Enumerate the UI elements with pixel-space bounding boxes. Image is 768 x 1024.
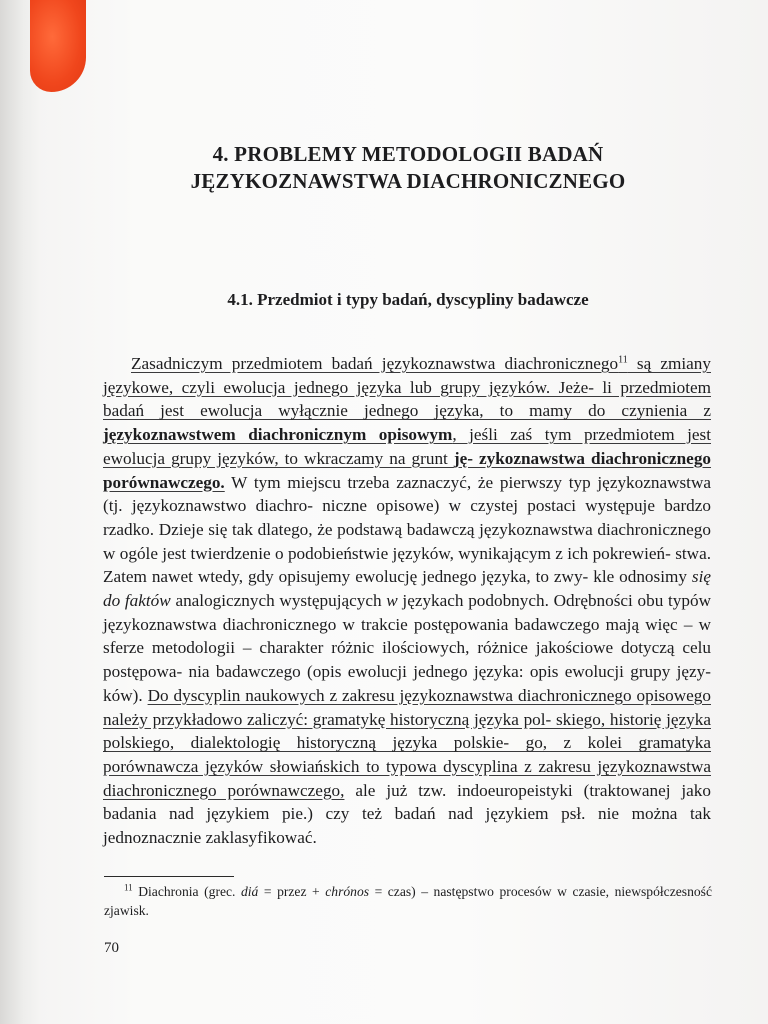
text-run: analogicznych występujących [170, 591, 387, 611]
footnote-divider [104, 876, 234, 877]
page-number: 70 [104, 940, 119, 956]
paragraph [103, 352, 711, 850]
text-run: W tym miejscu trzeba zaznaczyć, że pierwszy typ językoznawstwa (tj. językoznawstwo diachro- niczne opisowe) w czystej postaci występuje bardzo rzadko. Dzieje się tak dlatego, że podstawą badawczą językoznawstwa diachronicznego w ogóle jest twierdzenie o podobieństwie języków, wynikającym z ich pokrewień- stwa. Zatem nawet wtedy, gdy opisujemy ewolucję jednego języka, to zwy- kle odnosimy [103, 472, 711, 587]
text-run: Zasadniczym przedmiotem badań językoznawstwa diachronicznego [131, 354, 619, 373]
underlined-opening-text [103, 354, 711, 492]
footnote-marker: 11 [124, 882, 133, 893]
page-gutter-shadow [0, 0, 40, 1024]
underlined-disciplines-text: Do dyscyplin naukowych z zakresu językoznawstwa diachronicznego opisowego należy przykładowo zaliczyć: gramatykę historyczną języka pol- skiego, historię języka polskiego, dialektologię historyczną języka polskie- go, z kolei gramatyka porównawcza języków słowiańskich to typowa dyscyplina z zakresu językoznawstwa diachronicznego porównawczego, [103, 685, 711, 800]
text-run: Diachronia (grec. [132, 884, 241, 899]
text-run: , jeśli zaś tym przedmiotem jest ewolucja grupy języków, to wkraczamy na grunt [103, 425, 711, 468]
chapter-title-line-2: JĘZYKOZNAWSTWA DIACHRONICZNEGO [190, 169, 626, 193]
italic-text: diá [240, 884, 259, 899]
footnote [104, 882, 712, 920]
text-run: = czas) – następstwo procesów w czasie, niewspółczesność zjawisk. [104, 884, 712, 918]
footnote-reference: 11 [618, 354, 628, 366]
section-title: 4.1. Przedmiot i typy badań, dyscypliny badawcze [227, 290, 589, 309]
orange-page-tab-marker [30, 0, 86, 92]
text-run: = przez + [258, 884, 326, 899]
text-run: językach podobnych. Odrębności obu typów językoznawstwa diachronicznego w trakcie postępowania badawczego mają więc – w sferze metodologii – charakter różnic ilościowych, różnice jakościowe dotyczą celu postępowa- nia badawczego (opis ewolucji jednego języka: opis ewolucji grupy języ- ków). [103, 591, 711, 705]
text-run: są zmiany językowe, czyli ewolucja jednego języka lub grupy języków. Jeże- li przedmiotem badań jest ewolucja wyłącznie jednego języka, to mamy do czynienia z [103, 354, 711, 421]
italic-text: się do faktów [103, 567, 711, 611]
body-text [103, 352, 711, 850]
bold-term-comparative: ję- zykoznawstwa diachronicznego porównawczego. [103, 448, 712, 492]
bold-term-descriptive: językoznawstwem diachronicznym opisowym [103, 425, 453, 445]
chapter-title-line-1: 4. PROBLEMY METODOLOGII BADAŃ [212, 142, 604, 166]
text-run: ale już tzw. indoeuropeistyki (traktowanej jako badania nad językiem pie.) czy też badań nad językiem psł. nie można tak jednoznacznie zaklasyfikować. [103, 780, 711, 848]
italic-text: chrónos [325, 884, 370, 899]
italic-text: w [386, 591, 398, 611]
chapter-title [100, 141, 716, 195]
